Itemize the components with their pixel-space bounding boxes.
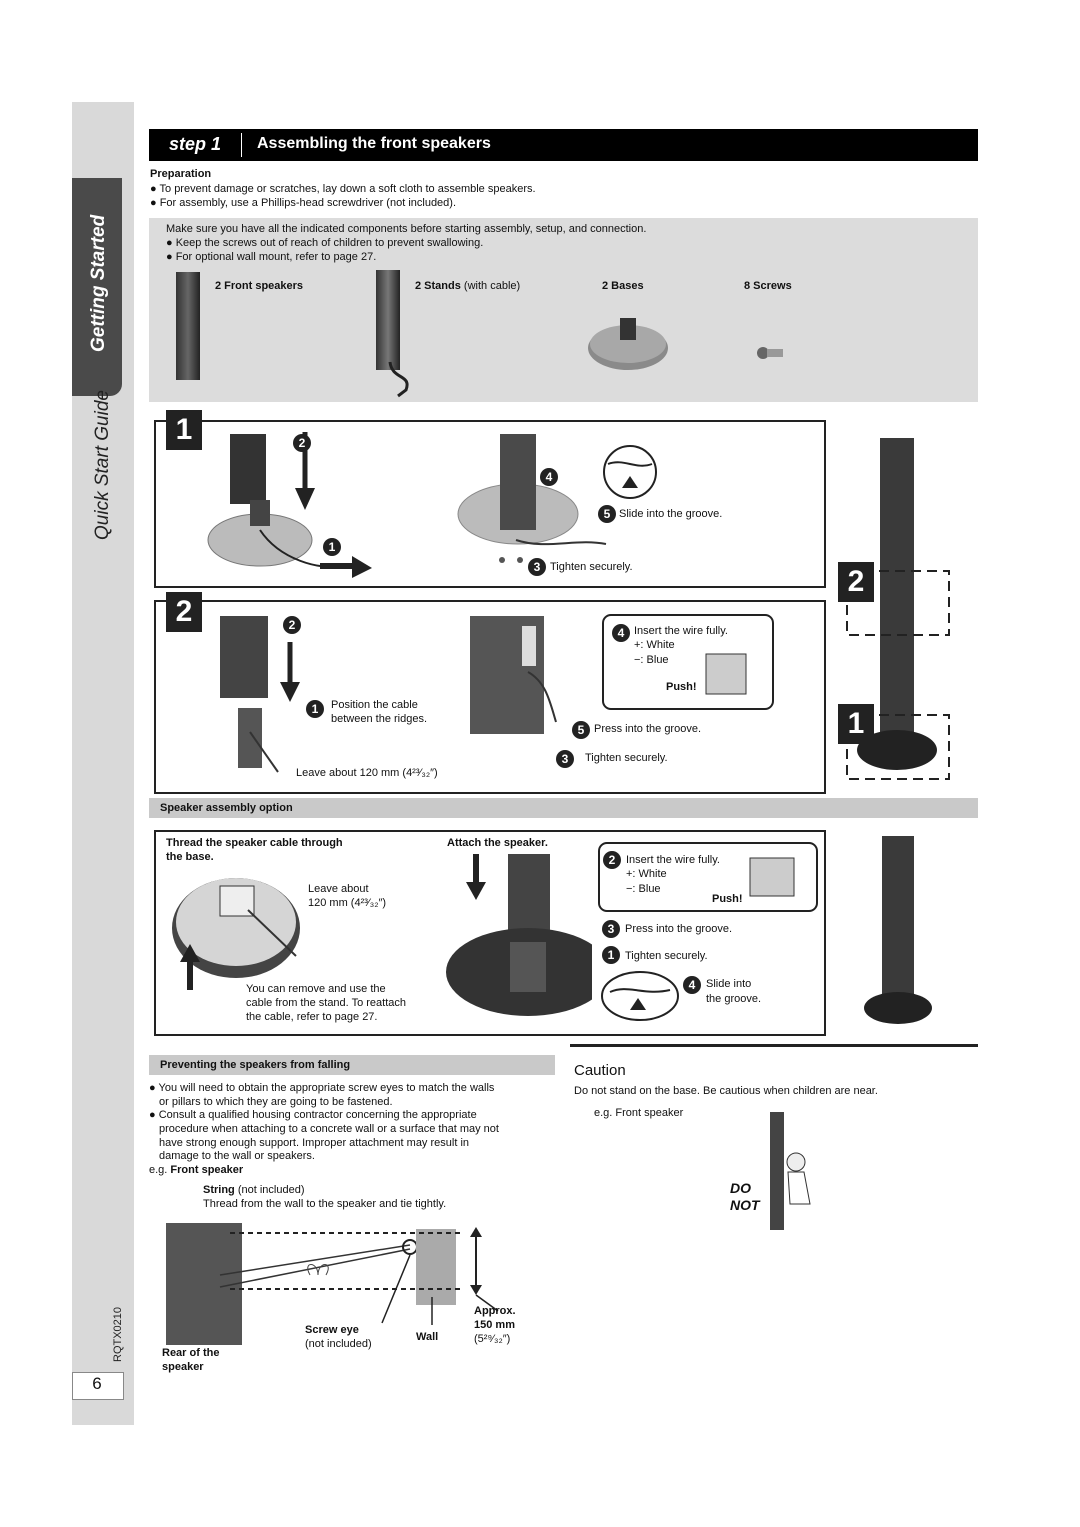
falling-string: [203, 1183, 305, 1197]
falling-string-instr: Thread from the wall to the speaker and tie tightly.: [203, 1198, 447, 1210]
option-marker-4: 4: [683, 976, 701, 994]
option-marker-3: 3: [602, 920, 620, 938]
component-stands-name: 2 Stands: [415, 280, 461, 292]
falling-rear-2: speaker: [162, 1361, 204, 1373]
panel2-position-cable-2: between the ridges.: [331, 713, 428, 725]
option-leave-2: 120 mm (4²³⁄₃₂″): [308, 897, 387, 909]
caution-heading: Caution: [574, 1062, 626, 1079]
panel1-slide-groove: Slide into the groove.: [619, 508, 723, 520]
front-speaker-image: [176, 272, 200, 380]
screw-image: [756, 344, 786, 362]
panel2-speaker-diagram: [210, 612, 310, 782]
falling-string-note: (not included): [237, 1184, 305, 1196]
panel1-marker-1: 1: [323, 538, 341, 556]
preparation-bullet-2: ● For assembly, use a Phillips-head screwdriver (not included).: [150, 197, 457, 209]
doc-code: RQTX0210: [112, 1306, 124, 1362]
panel2-marker-2: 2: [283, 616, 301, 634]
falling-eg-prefix: e.g.: [149, 1164, 168, 1176]
falling-string-label: String: [203, 1184, 235, 1196]
falling-rear-1: Rear of the: [162, 1347, 220, 1359]
option-stand-diagram: [442, 852, 592, 1022]
stand-cable-image: [382, 360, 422, 400]
panel2-tighten: Tighten securely.: [585, 752, 668, 764]
option-assembled-speaker: [856, 834, 942, 1034]
step-header: [149, 129, 978, 161]
option-leave-1: Leave about: [308, 883, 369, 895]
option-heading: Speaker assembly option: [160, 802, 293, 814]
caution-not: NOT: [730, 1197, 760, 1213]
panel2-position-cable-1: Position the cable: [331, 699, 418, 711]
option-tighten: Tighten securely.: [625, 950, 708, 962]
falling-screw-eye: Screw eye: [305, 1324, 359, 1336]
falling-bullet-2: ● Consult a qualified housing contractor concerning the appropriate: [149, 1109, 477, 1121]
components-bullet-1-text: Keep the screws out of reach of children to prevent swallowing.: [175, 237, 484, 249]
panel2-marker-1: 1: [306, 700, 324, 718]
option-slide-1: Slide into: [706, 978, 752, 990]
caution-eg: e.g. Front speaker: [594, 1107, 684, 1119]
panel1-tighten: Tighten securely.: [550, 561, 633, 573]
step-number-1: 1: [166, 410, 202, 450]
preparation-bullet-1-text: To prevent damage or scratches, lay down a soft cloth to assemble speakers.: [159, 183, 536, 195]
components-bullet-2: ● For optional wall mount, refer to page 27.: [166, 251, 377, 263]
panel2-insert-wire: Insert the wire fully.: [634, 625, 728, 637]
caution-divider: [570, 1044, 978, 1047]
falling-wall: Wall: [416, 1331, 439, 1343]
falling-bullet-2-line-1: Consult a qualified housing contractor concerning the appropriate: [158, 1109, 477, 1121]
caution-do: DO: [730, 1180, 751, 1196]
option-remove-3: the cable, refer to page 27.: [246, 1011, 378, 1023]
side-label-1: 1: [838, 704, 874, 744]
caution-text: Do not stand on the base. Be cautious when children are near.: [574, 1085, 878, 1097]
option-remove-1: You can remove and use the: [246, 983, 386, 995]
step-divider: [241, 133, 242, 157]
option-attach: Attach the speaker.: [447, 837, 548, 849]
base-image: [586, 312, 670, 372]
panel1-marker-3: 3: [528, 558, 546, 576]
panel2-push: Push!: [666, 681, 697, 693]
page-title: Assembling the front speakers: [257, 135, 491, 152]
component-stands-note: (with cable): [463, 280, 521, 292]
panel2-stand-diagram: [468, 612, 568, 760]
option-thread-2: the base.: [166, 851, 214, 863]
option-blue: −: Blue: [626, 883, 661, 895]
panel1-groove-zoom: [596, 444, 664, 500]
component-stands: [415, 279, 520, 293]
panel2-blue: −: Blue: [634, 654, 669, 666]
option-thread-1: Thread the speaker cable through: [166, 837, 343, 849]
falling-eg-item: Front speaker: [170, 1164, 244, 1176]
option-press-groove: Press into the groove.: [625, 923, 733, 935]
panel1-base-diagram: [200, 430, 380, 580]
falling-eg: [149, 1163, 243, 1177]
panel2-leave-about: Leave about 120 mm (4²³⁄₃₂″): [296, 767, 438, 779]
option-marker-1: 1: [602, 946, 620, 964]
step-label: step 1: [169, 134, 222, 154]
falling-bullet-1: ● You will need to obtain the appropriate screw eyes to match the walls: [149, 1082, 495, 1094]
option-insert-wire: Insert the wire fully.: [626, 854, 720, 866]
component-screws: 8 Screws: [744, 280, 792, 292]
panel2-marker-5: 5: [572, 721, 590, 739]
panel2-marker-4: 4: [612, 624, 630, 642]
stand-image: [376, 270, 400, 370]
component-front-speakers: 2 Front speakers: [215, 280, 304, 292]
falling-mm: 150 mm: [474, 1319, 515, 1331]
falling-bullet-2-line-2: procedure when attaching to a concrete wall or a surface that may not: [159, 1123, 499, 1135]
option-marker-2: 2: [603, 851, 621, 869]
side-label-2: 2: [838, 562, 874, 602]
sidebar-section-label: Getting Started: [88, 214, 109, 352]
option-push: Push!: [712, 893, 743, 905]
falling-bullet-1-line-2: or pillars to which they are going to be fastened.: [159, 1096, 393, 1108]
component-bases: 2 Bases: [602, 280, 644, 292]
falling-heading: Preventing the speakers from falling: [160, 1059, 351, 1071]
option-white: +: White: [626, 868, 667, 880]
falling-bullet-2-line-4: damage to the wall or speakers.: [159, 1150, 315, 1162]
sidebar-guide-label: Quick Start Guide: [92, 390, 113, 540]
falling-inch: (5²⁹⁄₃₂″): [474, 1333, 511, 1345]
option-remove-2: cable from the stand. To reattach: [246, 997, 406, 1009]
preparation-bullet-1: ● To prevent damage or scratches, lay down a soft cloth to assemble speakers.: [150, 183, 536, 195]
falling-approx: Approx.: [474, 1305, 516, 1317]
panel2-press-groove: Press into the groove.: [594, 723, 702, 735]
caution-speaker-child-image: [760, 1104, 820, 1234]
falling-bullet-2-line-3: have strong enough support. Improper attachment may result in: [159, 1137, 470, 1149]
option-slide-2: the groove.: [706, 993, 762, 1005]
panel1-marker-2: 2: [293, 434, 311, 452]
panel1-marker-4: 4: [540, 468, 558, 486]
panel2-white: +: White: [634, 639, 675, 651]
components-bullet-2-text: For optional wall mount, refer to page 27.: [175, 251, 377, 263]
preparation-bullet-2-text: For assembly, use a Phillips-head screwdriver (not included).: [159, 197, 457, 209]
panel2-marker-3: 3: [556, 750, 574, 768]
preparation-heading: Preparation: [150, 168, 212, 180]
components-bullet-1: ● Keep the screws out of reach of children to prevent swallowing.: [166, 237, 484, 249]
panel1-stand-diagram: [456, 430, 616, 570]
page-number: 6: [92, 1374, 102, 1393]
falling-screw-note: (not included): [305, 1338, 372, 1350]
option-groove-zoom: [600, 970, 682, 1022]
falling-bullet-1-line-1: You will need to obtain the appropriate screw eyes to match the walls: [158, 1082, 495, 1094]
components-intro: Make sure you have all the indicated components before starting assembly, setup, and connection.: [166, 223, 647, 235]
panel1-marker-5: 5: [598, 505, 616, 523]
step-number-2: 2: [166, 592, 202, 632]
